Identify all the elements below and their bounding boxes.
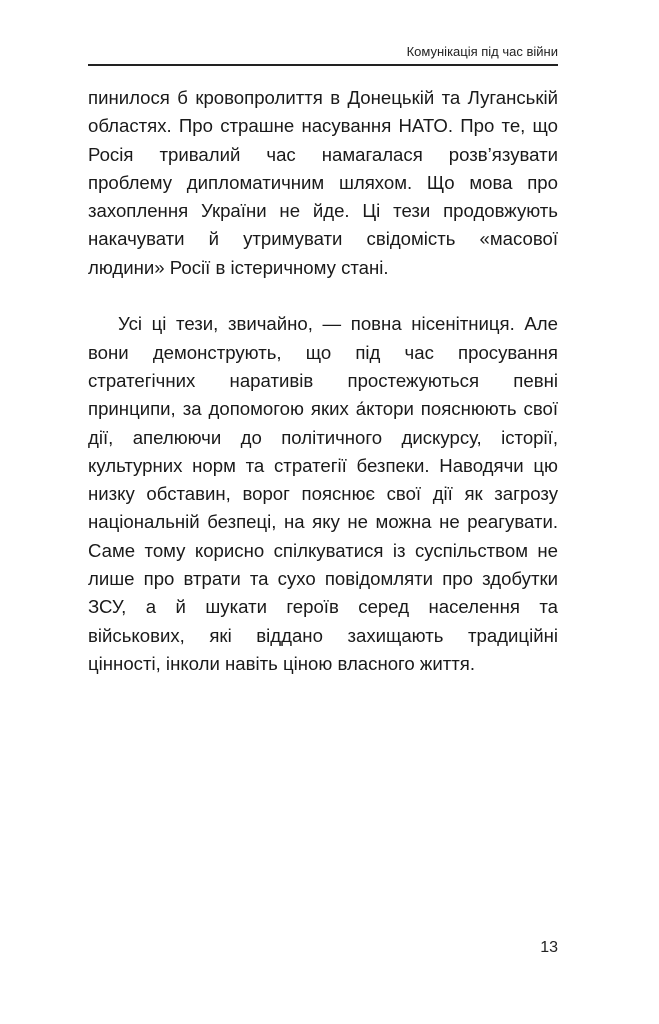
header-rule bbox=[88, 64, 558, 66]
paragraph: Усі ці тези, звичайно, — повна нісенітниця. Але вони демонструють, що під час просування стратегічних наративів простежуються певні принципи, за допомогою яких а́ктори пояснюють свої дії, апелюючи до політичного дискурсу, історії, культурних норм та стратегії безпеки. Наводячи цю низку обставин, ворог пояснює свої дії як загрозу національній безпеці, на яку не можна не реагувати. Саме тому корисно спілкуватися із суспільством не лише про втрати та сухо повідомляти про здобутки ЗСУ, а й шукати героїв серед населення та військових, які віддано захищають традиційні цінності, інколи навіть ціною власного життя. bbox=[88, 313, 558, 674]
running-header bbox=[88, 41, 558, 65]
paragraph-continued: пинилося б кровопролиття в Донецькій та Луганській областях. Про страшне насування НАТО. Про те, що Росія тривалий час намагалася розв’язувати проблему дипломатичним шляхом. Що мова про захоплення України не йде. Ці тези продовжують накачувати й утримувати свідомість «масової людини» Росії в істеричному стані. bbox=[88, 87, 558, 278]
running-header-title: Комунікація під час війни bbox=[406, 44, 558, 59]
body-text bbox=[88, 84, 558, 678]
page-number: 13 bbox=[540, 939, 558, 956]
